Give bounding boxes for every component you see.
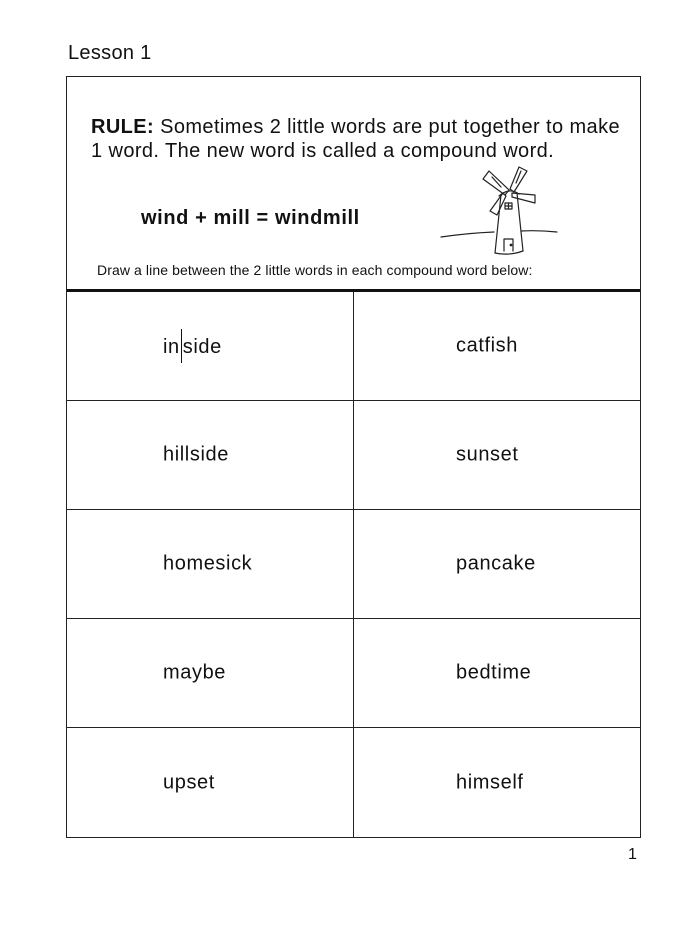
word-cell[interactable] (67, 510, 354, 619)
word-cell[interactable] (354, 510, 640, 619)
word-cell[interactable] (67, 728, 354, 837)
lesson-title: Lesson 1 (68, 42, 152, 64)
compound-word: sunset (456, 443, 519, 466)
rule-text: Sometimes 2 little words are put together to make 1 word. The new word is called a compound word. (91, 116, 620, 162)
worksheet-box (66, 76, 641, 838)
word-cell[interactable] (67, 619, 354, 728)
word-cell[interactable] (67, 401, 354, 510)
word-cell[interactable] (354, 292, 640, 401)
compound-word: pancake (456, 552, 536, 575)
page-number: 1 (628, 846, 637, 863)
word-cell[interactable] (354, 401, 640, 510)
word-part-1: in (163, 336, 180, 358)
compound-word: himself (456, 771, 524, 793)
compound-word: maybe (163, 661, 227, 684)
rule-section (67, 77, 640, 292)
rule-label: RULE: (91, 116, 155, 138)
rule-paragraph (91, 115, 620, 163)
word-cell[interactable] (354, 619, 640, 728)
windmill-icon (439, 165, 559, 265)
compound-word-inside (163, 329, 222, 363)
compound-word: bedtime (456, 661, 532, 684)
word-part-2: side (182, 336, 222, 358)
word-cell[interactable] (67, 292, 354, 401)
dividing-line-mark (181, 329, 182, 363)
compound-word-grid (67, 292, 640, 837)
compound-word: hillside (163, 443, 229, 466)
compound-word: homesick (163, 552, 253, 575)
word-cell[interactable] (354, 728, 640, 837)
compound-word: catfish (456, 334, 519, 357)
compound-word: upset (163, 771, 215, 793)
instructions-text: Draw a line between the 2 little words in each compound word below: (97, 262, 533, 278)
compound-example: wind + mill = windmill (141, 207, 360, 229)
